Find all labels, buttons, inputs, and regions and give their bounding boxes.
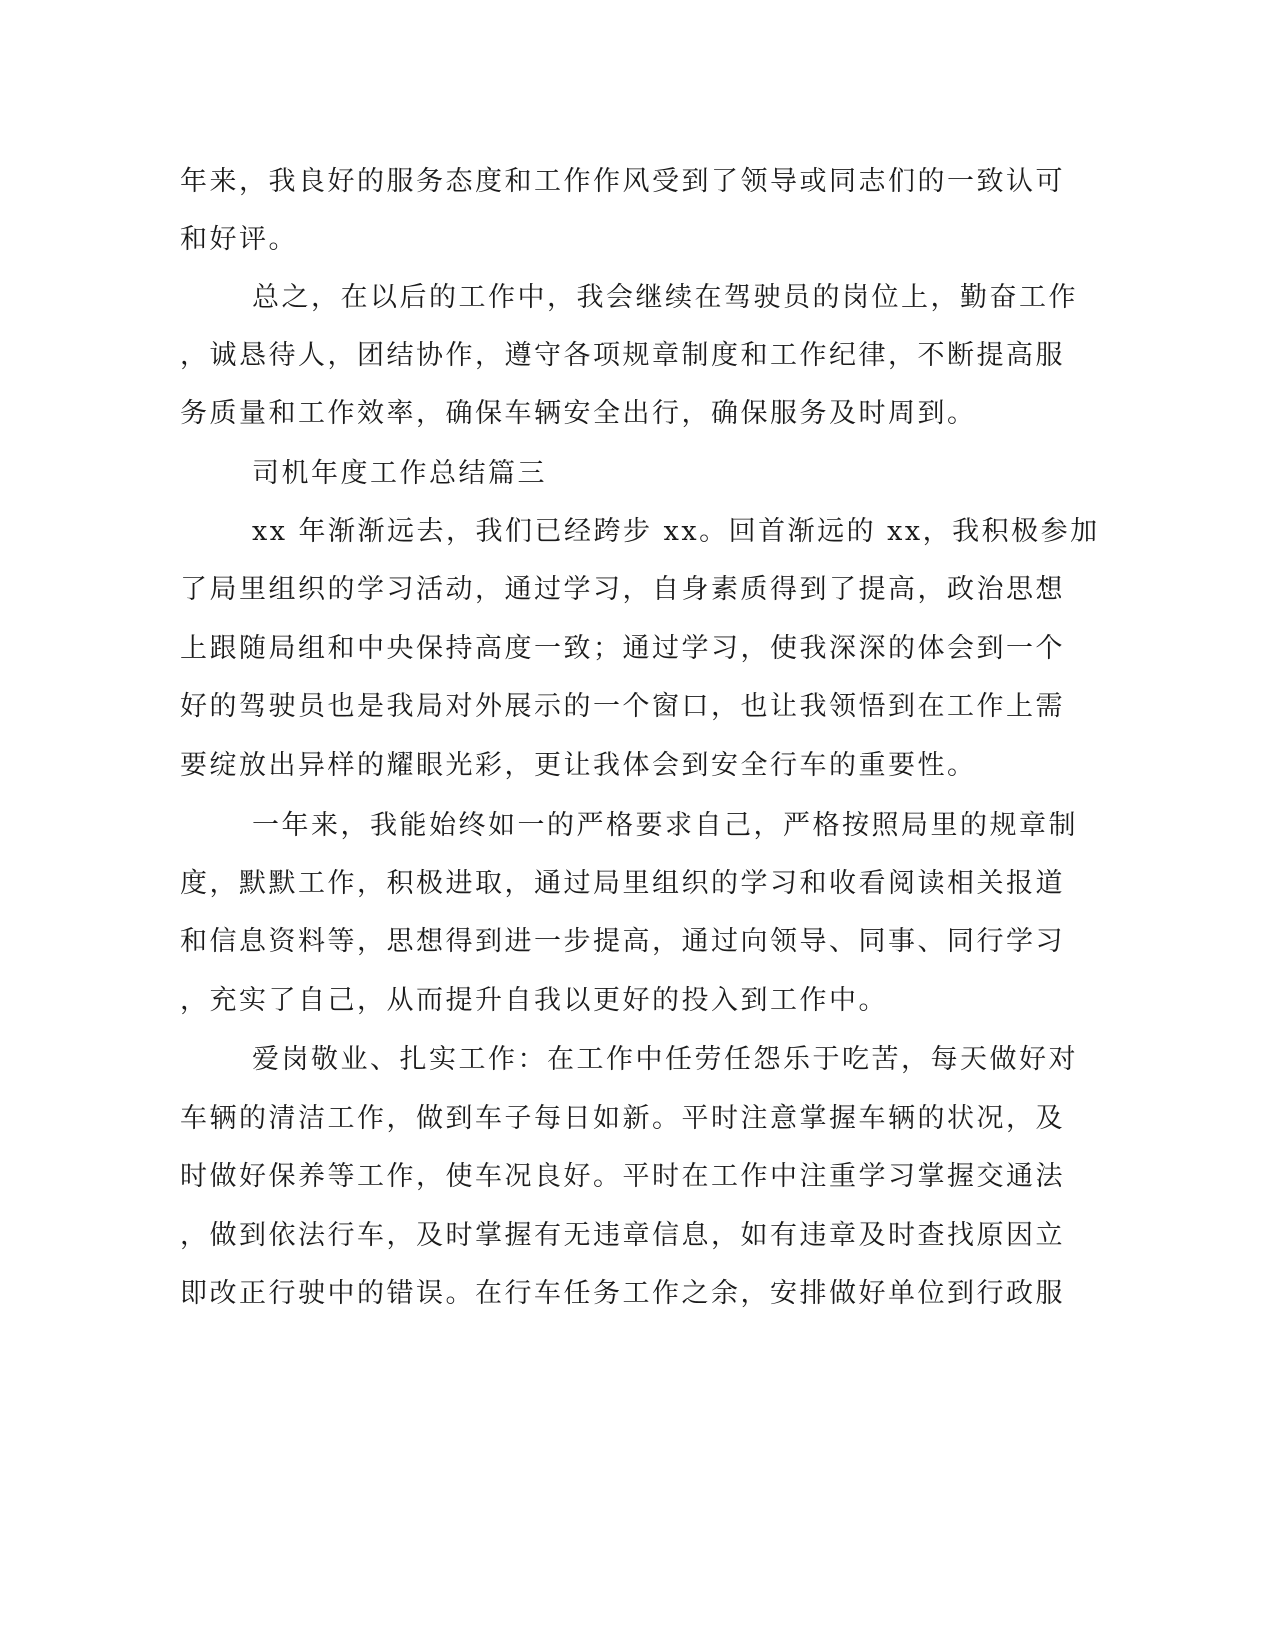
text-line: 务质量和工作效率，确保车辆安全出行，确保服务及时周到。 [180, 398, 977, 429]
text-line: ，诚恳待人，团结协作，遵守各项规章制度和工作纪律，不断提高服 [180, 340, 1065, 371]
text-line: 好的驾驶员也是我局对外展示的一个窗口，也让我领悟到在工作上需 [180, 691, 1065, 722]
text-line: 了局里组织的学习活动，通过学习，自身素质得到了提高，政治思想 [180, 574, 1065, 605]
text-line: 要绽放出异样的耀眼光彩，更让我体会到安全行车的重要性。 [180, 750, 977, 781]
text-line: 即改正行驶中的错误。在行车任务工作之余，安排做好单位到行政服 [180, 1278, 1065, 1309]
text-line: 时做好保养等工作，使车况良好。平时在工作中注重学习掌握交通法 [180, 1161, 1065, 1192]
text-line: 年来，我良好的服务态度和工作作风受到了领导或同志们的一致认可 [180, 166, 1065, 197]
text-line: 和信息资料等，思想得到进一步提高，通过向领导、同事、同行学习 [180, 926, 1065, 957]
text-line: 车辆的清洁工作，做到车子每日如新。平时注意掌握车辆的状况，及 [180, 1103, 1065, 1134]
paragraph-start-line: 一年来，我能始终如一的严格要求自己，严格按照局里的规章制 [252, 810, 1078, 841]
paragraph-start-line: xx 年渐渐远去，我们已经跨步 xx。回首渐远的 xx，我积极参加 [252, 516, 1100, 547]
paragraph-start-line: 总之，在以后的工作中，我会继续在驾驶员的岗位上，勤奋工作 [252, 282, 1078, 313]
paragraph-start-line: 爱岗敬业、扎实工作：在工作中任劳任怨乐于吃苦，每天做好对 [252, 1044, 1078, 1075]
text-line: 度，默默工作，积极进取，通过局里组织的学习和收看阅读相关报道 [180, 868, 1065, 899]
section-heading: 司机年度工作总结篇三 [252, 458, 547, 489]
text-line: ，充实了自己，从而提升自我以更好的投入到工作中。 [180, 985, 888, 1016]
text-line: 上跟随局组和中央保持高度一致；通过学习，使我深深的体会到一个 [180, 633, 1065, 664]
text-line: ，做到依法行车，及时掌握有无违章信息，如有违章及时查找原因立 [180, 1220, 1065, 1251]
text-line: 和好评。 [180, 224, 298, 255]
